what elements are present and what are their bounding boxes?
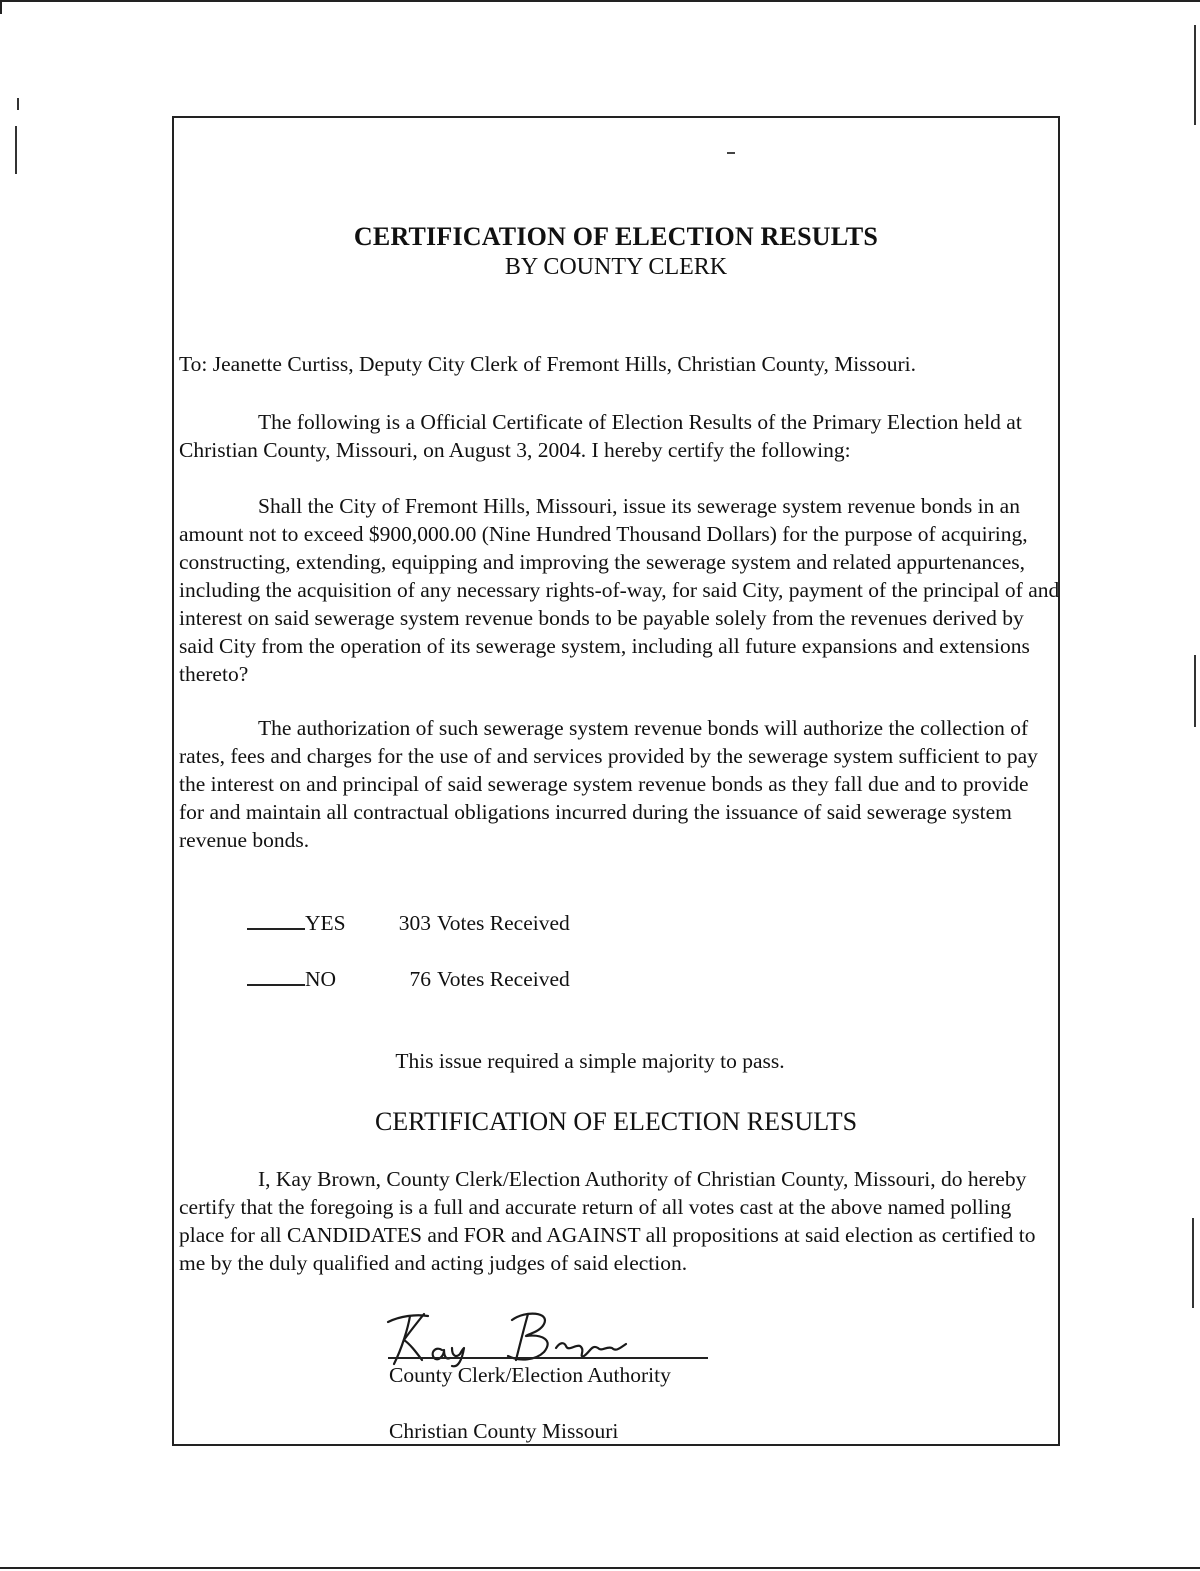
certification-heading: CERTIFICATION OF ELECTION RESULTS [374,1107,858,1136]
certification-paragraph: I, Kay Brown, County Clerk/Election Authority of Christian County, Missouri, do hereby certify that the foregoing is a full and accurate return of all votes cast at the above named polling place for all CANDIDATES and FOR and AGAINST all propositions at said election as certified to me by the duly qualified and acting judges of said election. [179,1167,1036,1275]
vote-suffix: Votes Received [437,911,570,935]
scan-edge-bottom [0,1567,1200,1569]
signature-county: Christian County Missouri [389,1419,619,1443]
document-subtitle: BY COUNTY CLERK [504,254,728,280]
signature-line [388,1357,708,1359]
ballot-question-paragraph: Shall the City of Fremont Hills, Missouri, issue its sewerage system revenue bonds in an amount not to exceed $900,000.00 (Nine Hundred Thousand Dollars) for the purpose of acquiring, constructing, extending, equipping and improving the sewerage system and related appurtenances, including the acquisition of any necessary rights-of-way, for said City, payment of the principal of and interest on said sewerage system revenue bonds to be payable solely from the revenues derived by said City from the operation of its sewerage system, including all future expansions and extensions thereto? [179,494,1060,686]
authorization-paragraph: The authorization of such sewerage system revenue bonds will authorize the collection of rates, fees and charges for the use of and services provided by the sewerage system sufficient to pay the interest on and principal of said sewerage system revenue bonds as they fall due and to provide for and maintain all contractual obligations incurred during the issuance of said sewerage system revenue bonds. [179,716,1038,852]
vote-choice: YES [305,911,346,935]
signature-title: County Clerk/Election Authority [389,1363,671,1387]
scan-edge-mark [1194,655,1196,727]
vote-row-no [247,964,570,993]
vote-choice: NO [305,967,337,991]
handwritten-signature [380,1308,660,1368]
intro-paragraph: The following is a Official Certificate of Election Results of the Primary Election held at Christian County, Missouri, on August 3, 2004. I hereby certify the following: [179,410,1022,462]
scan-edge-mark [17,98,19,110]
addressee-line: To: Jeanette Curtiss, Deputy City Clerk of Fremont Hills, Christian County, Missouri. [179,352,917,376]
vote-blank-line [247,964,305,986]
scan-edge-mark [1192,1218,1194,1308]
scan-edge-top [0,0,1200,6]
scan-edge-mark [0,0,2,14]
vote-blank-line [247,908,305,930]
document-title: CERTIFICATION OF ELECTION RESULTS [353,222,879,251]
vote-row-yes [247,908,570,937]
title-block [172,222,1060,282]
scan-edge-mark [1194,25,1196,125]
vote-count: 303 [398,911,431,935]
vote-suffix: Votes Received [437,967,570,991]
majority-note: This issue required a simple majority to pass. [395,1049,785,1073]
vote-count: 76 [409,967,431,991]
scan-edge-mark [15,126,17,174]
